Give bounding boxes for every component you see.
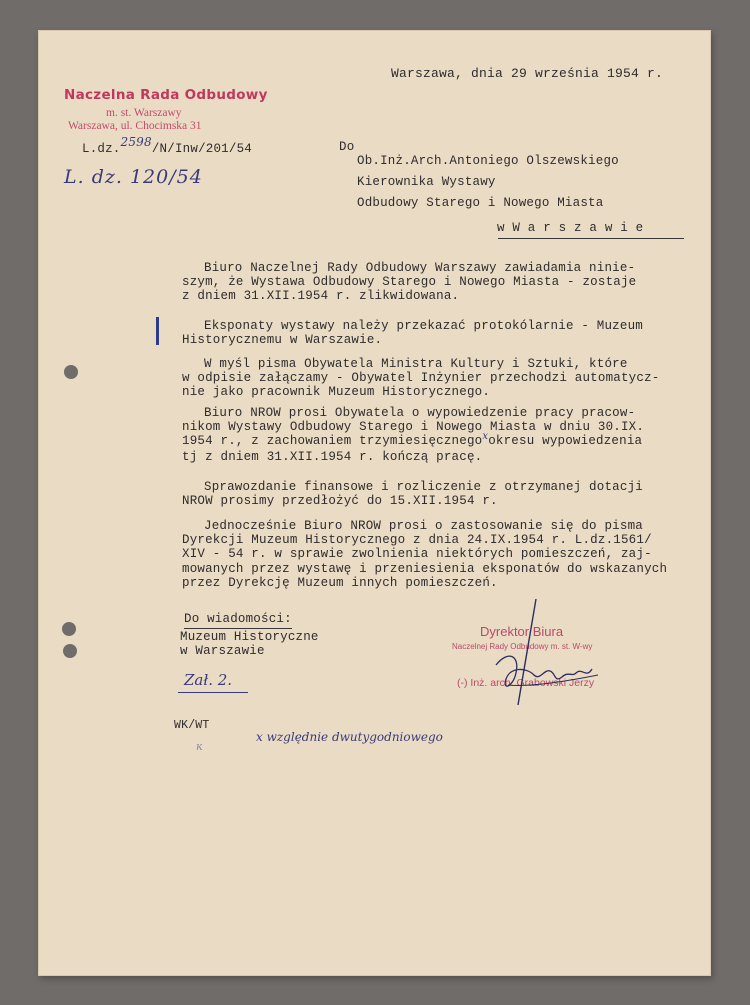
paragraph-5-cont bbox=[182, 494, 722, 508]
paragraph-2-line: Historycznemu w Warszawie. bbox=[182, 333, 383, 347]
paragraph-6-line: Jednocześnie Biuro NROW prosi o zastosowanie się do pisma bbox=[204, 519, 643, 533]
signature-title: Dyrektor Biura bbox=[480, 624, 564, 639]
paragraph-4-line: nikom Wystawy Odbudowy Starego i Nowego Miasta w dniu 30.IX. bbox=[182, 420, 645, 434]
org-stamp-name: Naczelna Rada Odbudowy bbox=[64, 87, 268, 103]
handwritten-footnote: x względnie dwutygodniowego bbox=[256, 730, 443, 744]
address-name: Ob.Inż.Arch.Antoniego Olszewskiego bbox=[357, 154, 619, 168]
paragraph-3-line: nie jako pracownik Muzeum Historycznego. bbox=[182, 385, 491, 400]
paragraph-3-line: W myśl pisma Obywatela Ministra Kultury i Sztuki, które bbox=[204, 357, 628, 371]
address-do: Do bbox=[339, 140, 355, 154]
punch-hole-bottom-b bbox=[63, 644, 77, 658]
paragraph-6-line: przez Dyrekcję Muzeum innych pomieszczeń. bbox=[182, 575, 498, 590]
paragraph-5-line: Sprawozdanie finansowe i rozliczenie z otrzymanej dotacji bbox=[204, 480, 643, 494]
paragraph-3-cont bbox=[182, 371, 722, 400]
cc-recipient: Muzeum Historyczne bbox=[180, 630, 319, 644]
typist-initials: WK/WT bbox=[174, 719, 210, 732]
punch-hole-top bbox=[64, 365, 78, 379]
paragraph-4-line: 1954 r., z zachowaniem trzymiesięcznego$^x$okresu wypowiedzenia bbox=[182, 431, 643, 449]
insertion-mark: x bbox=[482, 431, 489, 443]
document-page bbox=[38, 30, 711, 976]
reference-hand-number: 2598 bbox=[120, 135, 152, 149]
paragraph-4-line: Biuro NROW prosi Obywatela o wypowiedzenie pracy pracow- bbox=[204, 406, 636, 420]
punch-hole-bottom-a bbox=[62, 622, 76, 636]
reference-suffix: /N/Inw/201/54 bbox=[151, 142, 252, 156]
attachments-underline bbox=[178, 692, 248, 693]
paragraph-5-line: NROW prosimy przedłożyć do 15.XII.1954 r. bbox=[182, 494, 498, 508]
address-city-underline bbox=[498, 238, 684, 239]
initials-mark: ĸ bbox=[196, 740, 203, 753]
paragraph-1-line: szym, że Wystawa Odbudowy Starego i Nowego Miasta - zostaje bbox=[182, 275, 637, 289]
paragraph-1 bbox=[204, 261, 744, 275]
paragraph-4-line: tj z dniem 31.XII.1954 r. kończą pracę. bbox=[182, 449, 483, 464]
cc-label: Do wiadomości: bbox=[184, 612, 292, 626]
paragraph-5 bbox=[204, 480, 744, 494]
signature-name: (-) Inż. arch. Grabowski Jerzy bbox=[457, 677, 595, 689]
paragraph-2-line: Eksponaty wystawy należy przekazać protokólarnie - Muzeum bbox=[204, 319, 643, 333]
reference-handwritten: L. dz. 120/54 bbox=[64, 166, 203, 188]
paragraph-1-line: z dniem 31.XII.1954 r. zlikwidowana. bbox=[182, 289, 460, 304]
paragraph-4 bbox=[204, 406, 744, 420]
place-date: Warszawa, dnia 29 września 1954 r. bbox=[391, 66, 664, 81]
cc-recipient-city: w Warszawie bbox=[180, 644, 265, 658]
paragraph-4-cont bbox=[182, 420, 722, 464]
paragraph-1-line: Biuro Naczelnej Rady Odbudowy Warszawy zawiadamia ninie- bbox=[204, 261, 636, 275]
address-position: Kierownika Wystawy bbox=[357, 175, 496, 189]
reference-number bbox=[82, 135, 252, 156]
paragraph-6-line: XIV - 54 r. w sprawie zwolnienia niektórych pomieszczeń, zaj- bbox=[182, 547, 652, 562]
paragraph-3 bbox=[204, 357, 744, 371]
handwritten-signature bbox=[458, 595, 608, 725]
cc-label-underline bbox=[184, 628, 292, 629]
attachments-note: Zał. 2. bbox=[184, 671, 233, 689]
reference-prefix: L.dz. bbox=[82, 142, 121, 156]
address-city: w W a r s z a w i e bbox=[497, 221, 644, 235]
address-exhibition: Odbudowy Starego i Nowego Miasta bbox=[357, 196, 604, 210]
org-stamp-address: Warszawa, ul. Chocimska 31 bbox=[68, 120, 202, 132]
paragraph-1-cont bbox=[182, 275, 722, 304]
paragraph-6-line: mowanych przez wystawę i przeniesienia eksponatów do wskazanych bbox=[182, 561, 668, 576]
org-stamp-city: m. st. Warszawy bbox=[106, 107, 182, 119]
paragraph-6 bbox=[204, 519, 744, 533]
paragraph-6-line: Dyrekcji Muzeum Historycznego z dnia 24.IX.1954 r. L.dz.1561/ bbox=[182, 533, 652, 547]
signature-org: Naczelnej Rady Odbudowy m. st. W-wy bbox=[452, 642, 593, 651]
margin-mark bbox=[156, 317, 159, 345]
paragraph-6-cont bbox=[182, 533, 722, 590]
paragraph-2 bbox=[204, 319, 744, 333]
paragraph-3-line: w odpisie załączamy - Obywatel Inżynier przechodzi automatycz- bbox=[182, 371, 660, 385]
paragraph-2-cont bbox=[182, 333, 722, 347]
